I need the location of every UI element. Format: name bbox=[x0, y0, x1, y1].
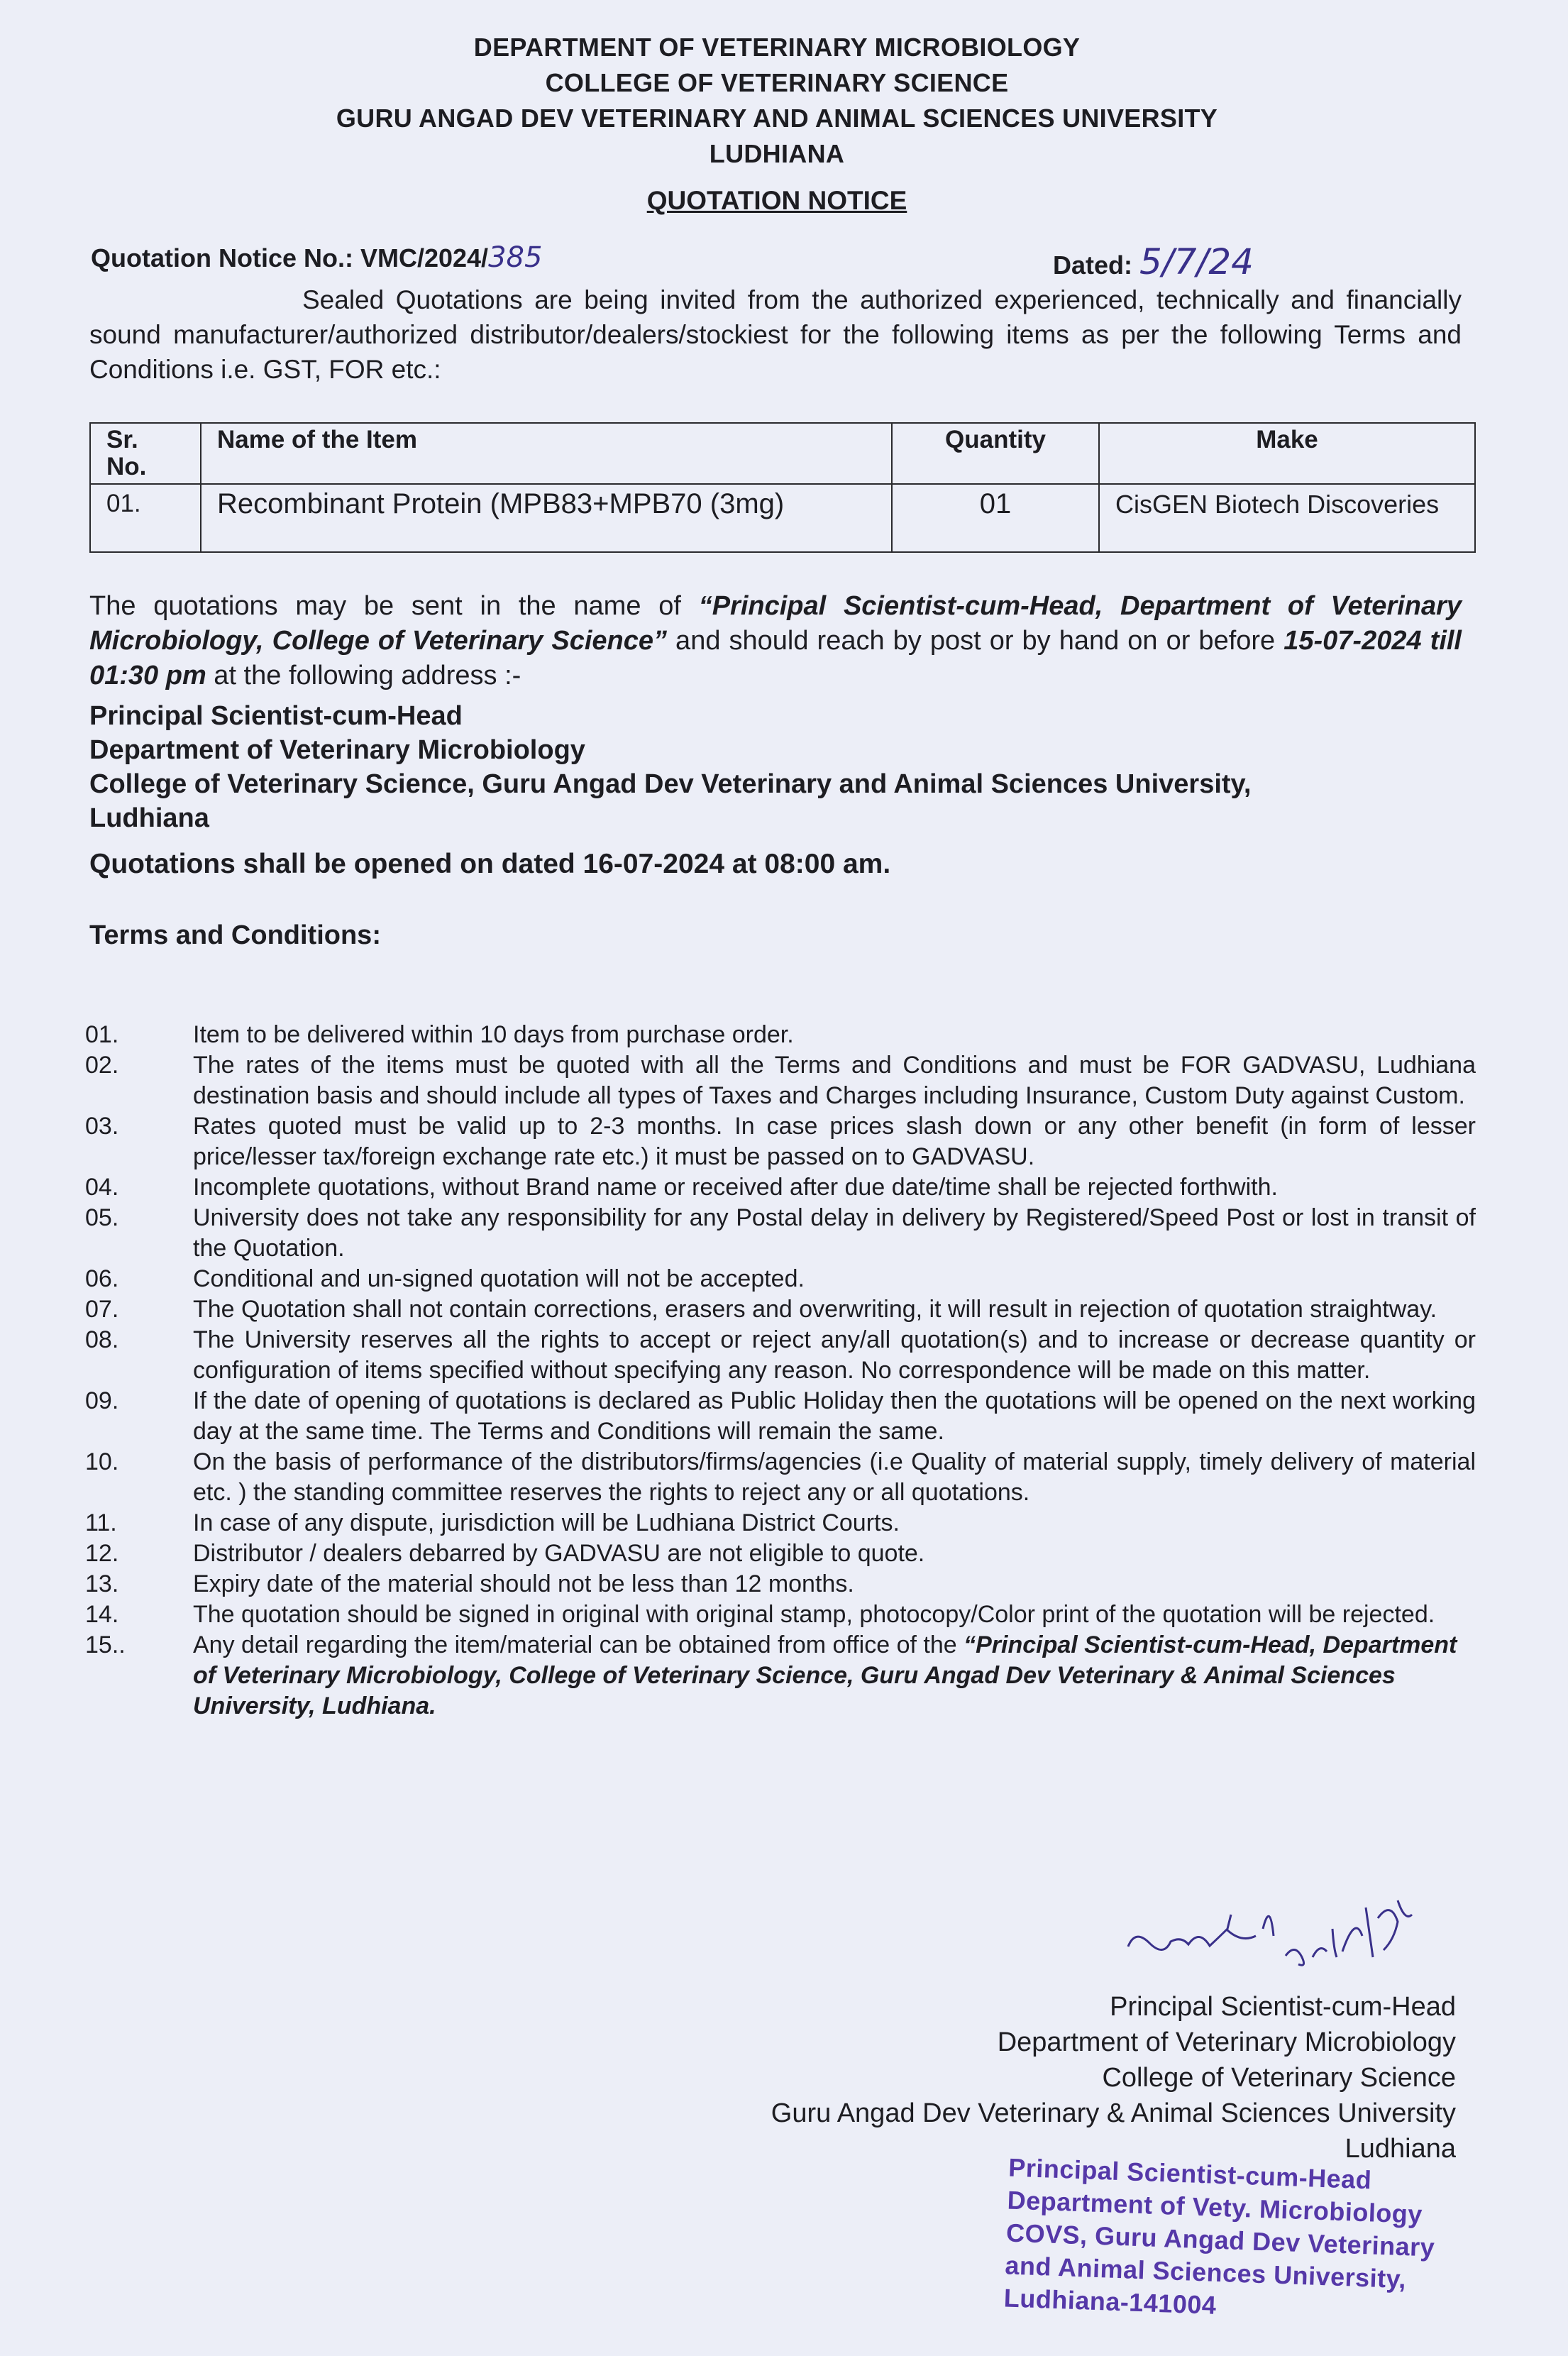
term-number: 07. bbox=[85, 1296, 119, 1323]
intro-paragraph: Sealed Quotations are being invited from the authorized experienced, technically and financially sound manufacturer/authorized distributor/dealers/stockiest for the following items as per the following Terms and Conditions i.e. GST, FOR etc.: bbox=[89, 285, 1462, 384]
list-item bbox=[85, 1264, 1476, 1294]
term-text: Item to be delivered within 10 days from purchase order. bbox=[193, 1021, 794, 1048]
list-item bbox=[85, 1630, 1476, 1722]
notice-title: QUOTATION NOTICE bbox=[646, 186, 907, 215]
dated-label: Dated: bbox=[1053, 251, 1133, 280]
term-number: 15.. bbox=[85, 1631, 126, 1658]
term-number: 04. bbox=[85, 1174, 119, 1201]
stamp-line: COVS, Guru Angad Dev Veterinary bbox=[1005, 2218, 1435, 2262]
term-text: Rates quoted must be valid up to 2-3 months. In case prices slash down or any other benefit (in form of lesser price/lesser tax/foreign exchange rate etc.) it must be passed on to GADVASU. bbox=[193, 1113, 1476, 1170]
notice-number-handwritten: 385 bbox=[488, 241, 543, 274]
addressee: “Principal Scientist-cum-Head, Department of Veterinary Microbiology, College of Veterinary Science” bbox=[89, 591, 1462, 656]
send-text-2: and should reach by post or by hand on or before bbox=[667, 626, 1284, 656]
letterhead bbox=[0, 30, 1554, 172]
list-item bbox=[85, 1294, 1476, 1325]
term-number: 06. bbox=[85, 1265, 119, 1292]
list-item bbox=[85, 1203, 1476, 1264]
notice-date bbox=[1053, 241, 1254, 282]
send-paragraph bbox=[89, 589, 1462, 693]
term-text bbox=[193, 1630, 1476, 1722]
college-name: COLLEGE OF VETERINARY SCIENCE bbox=[545, 68, 1009, 97]
term-text: University does not take any responsibility for any Postal delay in delivery by Registered/Speed Post or lost in transit of the Quotation. bbox=[193, 1204, 1476, 1262]
list-item bbox=[85, 1600, 1476, 1630]
signatory-line: Guru Angad Dev Veterinary & Animal Sciences University bbox=[771, 2098, 1456, 2128]
stamp-line: and Animal Sciences University, bbox=[1004, 2250, 1407, 2294]
term-text: The Quotation shall not contain corrections, erasers and overwriting, it will result in rejection of quotation straightway. bbox=[193, 1296, 1437, 1323]
list-item bbox=[85, 1538, 1476, 1569]
address-line: Principal Scientist-cum-Head bbox=[89, 701, 463, 731]
cell-make: CisGEN Biotech Discoveries bbox=[1099, 484, 1475, 552]
signatory-block bbox=[771, 1989, 1456, 2167]
term-text: The quotation should be signed in original with original stamp, photocopy/Color print of the quotation will be rejected. bbox=[193, 1601, 1435, 1628]
term-number: 11. bbox=[85, 1509, 117, 1536]
header-sr-no: Sr. No. bbox=[90, 423, 201, 484]
opening-date: Quotations shall be opened on dated 16-07-2024 at 08:00 am. bbox=[89, 849, 891, 879]
handwritten-signature bbox=[1121, 1886, 1419, 1982]
signatory-line: Ludhiana bbox=[1345, 2134, 1456, 2164]
term-number: 01. bbox=[85, 1021, 119, 1048]
university-name: GURU ANGAD DEV VETERINARY AND ANIMAL SCIENCES UNIVERSITY bbox=[336, 104, 1218, 133]
notice-number bbox=[91, 241, 542, 274]
signature-scribble bbox=[1121, 1886, 1419, 1978]
office-stamp bbox=[1003, 2152, 1437, 2330]
term-text: The rates of the items must be quoted with all the Terms and Conditions and must be FOR GADVASU, Ludhiana destination basis and should include all types of Taxes and Charges including Insurance, Custom Duty against Custom. bbox=[193, 1052, 1476, 1109]
list-item bbox=[85, 1508, 1476, 1538]
term-number: 12. bbox=[85, 1540, 119, 1567]
list-item bbox=[85, 1386, 1476, 1447]
term-number: 02. bbox=[85, 1052, 119, 1079]
cell-quantity: 01 bbox=[892, 484, 1099, 552]
list-item bbox=[85, 1172, 1476, 1203]
city-name: LUDHIANA bbox=[709, 139, 845, 168]
term-text: Incomplete quotations, without Brand name or received after due date/time shall be rejected forthwith. bbox=[193, 1174, 1278, 1201]
header-quantity: Quantity bbox=[892, 423, 1099, 484]
list-item bbox=[85, 1111, 1476, 1172]
notice-number-label: Quotation Notice No.: VMC/2024/ bbox=[91, 243, 489, 273]
terms-heading: Terms and Conditions: bbox=[89, 920, 381, 950]
stamp-line: Principal Scientist-cum-Head bbox=[1007, 2152, 1372, 2195]
department-name: DEPARTMENT OF VETERINARY MICROBIOLOGY bbox=[473, 33, 1081, 62]
term-number: 03. bbox=[85, 1113, 119, 1140]
list-item bbox=[85, 1569, 1476, 1600]
cell-sr-no: 01. bbox=[90, 484, 201, 552]
send-text-3: at the following address :- bbox=[206, 661, 521, 690]
term-number: 14. bbox=[85, 1601, 119, 1628]
term-number: 09. bbox=[85, 1387, 119, 1414]
header-make: Make bbox=[1099, 423, 1475, 484]
deadline: 15-07-2024 till 01:30 pm bbox=[89, 626, 1462, 690]
term-15-office: “Principal Scientist-cum-Head, Department of Veterinary Microbiology, College of Veterinary Science, Guru Angad Dev Veterinary & Animal Sciences University, Ludhiana. bbox=[193, 1631, 1457, 1719]
header-item-name: Name of the Item bbox=[201, 423, 892, 484]
table-header-row bbox=[90, 423, 1475, 484]
send-text-1: The quotations may be sent in the name of bbox=[89, 591, 699, 621]
list-item bbox=[85, 1447, 1476, 1508]
address-line: Ludhiana bbox=[89, 803, 209, 833]
term-text: In case of any dispute, jurisdiction will be Ludhiana District Courts. bbox=[193, 1509, 900, 1536]
term-number: 05. bbox=[85, 1204, 119, 1231]
terms-list bbox=[85, 1020, 1476, 1722]
list-item bbox=[85, 1050, 1476, 1111]
address-line: College of Veterinary Science, Guru Angad Dev Veterinary and Animal Sciences University, bbox=[89, 769, 1252, 799]
term-15-text: Any detail regarding the item/material can be obtained from office of the bbox=[193, 1631, 964, 1658]
address-line: Department of Veterinary Microbiology bbox=[89, 735, 585, 765]
term-text: Distributor / dealers debarred by GADVASU are not eligible to quote. bbox=[193, 1540, 925, 1567]
list-item bbox=[85, 1325, 1476, 1386]
term-number: 10. bbox=[85, 1448, 119, 1475]
date-handwritten: 5/7/24 bbox=[1139, 241, 1254, 282]
cell-item-name: Recombinant Protein (MPB83+MPB70 (3mg) bbox=[201, 484, 892, 552]
term-number: 13. bbox=[85, 1570, 119, 1597]
signatory-line: Principal Scientist-cum-Head bbox=[1110, 1992, 1456, 2022]
term-text: If the date of opening of quotations is declared as Public Holiday then the quotations will be opened on the next working day at the same time. The Terms and Conditions will remain the same. bbox=[193, 1387, 1476, 1445]
term-text: Expiry date of the material should not be less than 12 months. bbox=[193, 1570, 854, 1597]
term-text: On the basis of performance of the distributors/firms/agencies (i.e Quality of material supply, timely delivery of material etc. ) the standing committee reserves the rights to reject any or all quotations. bbox=[193, 1448, 1476, 1506]
stamp-line: Department of Vety. Microbiology bbox=[1007, 2185, 1423, 2229]
delivery-address bbox=[89, 699, 1251, 835]
signatory-line: Department of Veterinary Microbiology bbox=[997, 2027, 1456, 2057]
term-text: Conditional and un-signed quotation will not be accepted. bbox=[193, 1265, 805, 1292]
items-table bbox=[89, 422, 1476, 553]
term-number: 08. bbox=[85, 1326, 119, 1353]
stamp-line: Ludhiana-141004 bbox=[1003, 2283, 1218, 2320]
list-item bbox=[85, 1020, 1476, 1050]
table-row bbox=[90, 484, 1475, 552]
signatory-line: College of Veterinary Science bbox=[1102, 2063, 1456, 2093]
term-text: The University reserves all the rights to accept or reject any/all quotation(s) and to increase or decrease quantity or configuration of items specified without specifying any reason. No correspondence will be made on this matter. bbox=[193, 1326, 1476, 1384]
